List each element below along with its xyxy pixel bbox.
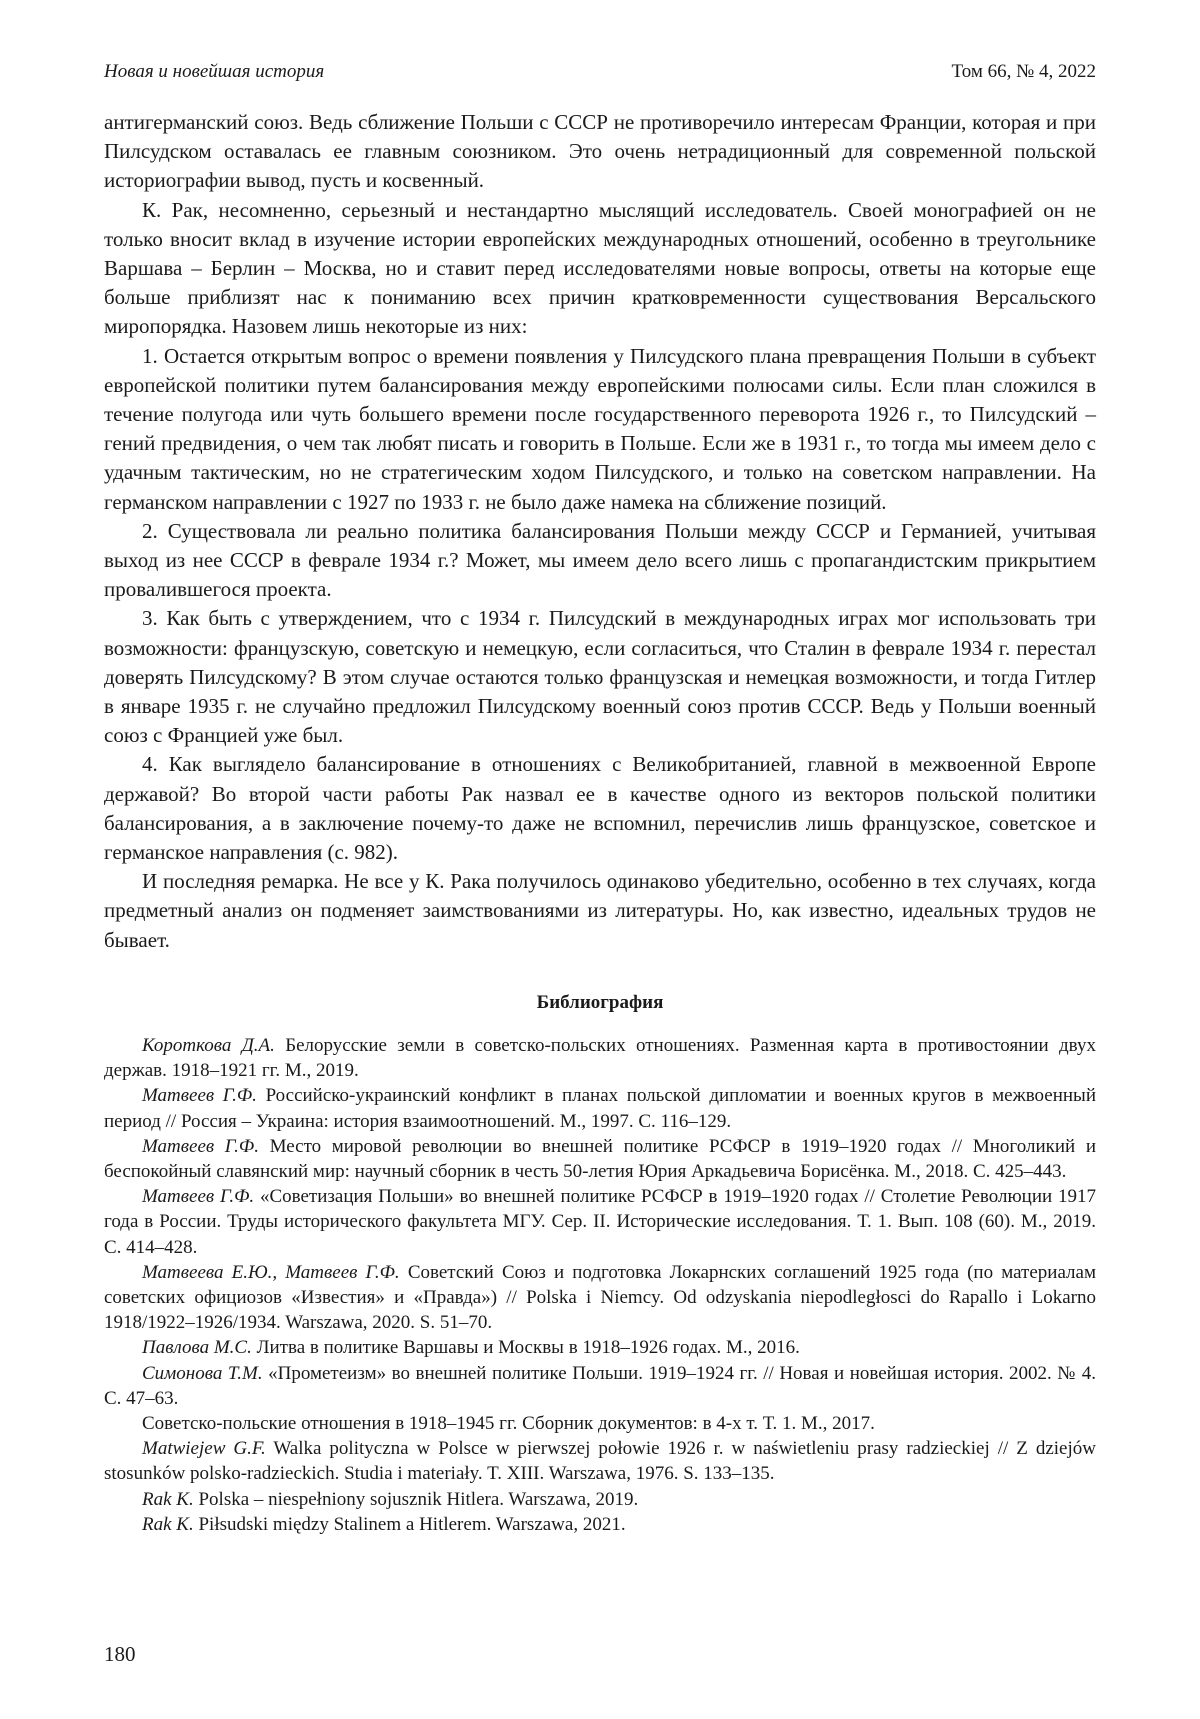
issue-info: Том 66, № 4, 2022	[951, 61, 1096, 82]
entry-author: Короткова Д.А.	[142, 1034, 275, 1056]
bibliography-entry	[104, 1083, 1096, 1133]
bibliography-entry	[104, 1033, 1096, 1083]
entry-text: Советско-польские отношения в 1918–1945 гг. Сборник документов: в 4-х т. Т. 1. М., 2017.	[142, 1412, 875, 1434]
entry-author: Матвеев Г.Ф.	[142, 1186, 255, 1208]
entry-text: Советский Союз и подготовка Локарнских соглашений 1925 года (по материалам советских официозов «Известия» и «Правда») // Polska i Niemcy. Od odzyskania niepodległosci do Rapallo i Lokarno 1918/1922–1926/1934. Warszawa, 2020. S. 51–70.	[104, 1261, 1096, 1334]
entry-text: Литва в политике Варшавы и Москвы в 1918–1926 годах. М., 2016.	[251, 1337, 800, 1359]
paragraph-final-remark: И последняя ремарка. Не все у К. Рака получилось одинаково убедительно, особенно в тех случаях, когда предметный анализ он подменяет заимствованиями из литературы. Но, как известно, идеальных трудов не бывает.	[104, 869, 1096, 952]
entry-text: «Прометеизм» во внешней политике Польши. 1919–1924 гг. // Новая и новейшая история. 2002. № 4. С. 47–63.	[104, 1362, 1096, 1409]
running-head	[104, 60, 1096, 84]
bibliography-entry	[104, 1335, 1096, 1360]
bibliography-entry	[104, 1184, 1096, 1260]
page-number: 180	[104, 1642, 136, 1666]
entry-author: Rak K.	[142, 1513, 194, 1535]
paragraph-question-1: 1. Остается открытым вопрос о времени появления у Пилсудского плана превращения Польши в субъект европейской политики путем балансирования между европейскими полюсами силы. Если план сложился в течение полугода или чуть большего времени после государственного переворота 1926 г., то Пилсудский – гений предвидения, о чем так любят писать и говорить в Польше. Если же в 1931 г., то тогда мы имеем дело с удачным тактическим, но не стратегическим ходом Пилсудского, и только на советском направлении. На германском направлении с 1927 по 1933 г. не было даже намека на сближение позиций.	[104, 343, 1096, 514]
entry-text: Российско-украинский конфликт в планах польской дипломатии и военных кругов в межвоенный период // Россия – Украина: история взаимоотношений. М., 1997. С. 116–129.	[104, 1085, 1096, 1132]
bibliography-entry	[104, 1436, 1096, 1486]
entry-author: Симонова Т.М.	[142, 1362, 263, 1384]
entry-author: Matwiejew G.F.	[142, 1438, 266, 1460]
bibliography-entry	[104, 1487, 1096, 1512]
entry-text: Белорусские земли в советско-польских отношениях. Разменная карта в противостоянии двух держав. 1918–1921 гг. М., 2019.	[104, 1034, 1096, 1082]
entry-text: Место мировой революции во внешней политике РСФСР в 1919–1920 годах // Многоликий и беспокойный славянский мир: научный сборник в честь 50-летия Юрия Аркадьевича Борисёнка. М., 2018. С. 425–443.	[104, 1135, 1096, 1182]
paragraph: К. Рак, несомненно, серьезный и нестандартно мыслящий исследователь. Своей монографией он не только вносит вклад в изучение истории европейских международных отношений, особенно в треугольнике Варшава – Берлин – Москва, но и ставит перед исследователями новые вопросы, ответы на которые еще больше приблизят нас к пониманию всех причин кратковременности существования Версальского миропорядка. Назовем лишь некоторые из них:	[104, 197, 1096, 339]
entry-text: Walka polityczna w Polsce w pierwszej połowie 1926 r. w naświetleniu prasy radzieckiej // Z dziejów stosunków polsko-radzieckich. Studia i materiały. T. XIII. Warszawa, 1976. S. 133–135.	[104, 1438, 1096, 1485]
entry-author: Матвеев Г.Ф.	[142, 1085, 257, 1107]
bibliography-entry	[104, 1411, 1096, 1436]
entry-author: Матвеева Е.Ю., Матвеев Г.Ф.	[142, 1261, 400, 1283]
paragraph-question-2: 2. Существовала ли реально политика балансирования Польши между СССР и Германией, учитывая выход из нее СССР в феврале 1934 г.? Может, мы имеем дело всего лишь с пропагандистским прикрытием провалившегося проекта.	[104, 518, 1096, 602]
page	[104, 60, 1096, 1537]
bibliography-entry	[104, 1512, 1096, 1537]
entry-author: Матвеев Г.Ф.	[142, 1135, 259, 1157]
entry-text: Polska – niespełniony sojusznik Hitlera. Warszawa, 2019.	[193, 1488, 639, 1510]
entry-author: Rak K.	[142, 1488, 194, 1510]
entry-text: «Советизация Польши» во внешней политике РСФСР в 1919–1920 годах // Столетие Революции 1917 года в России. Труды исторического факультета МГУ. Сер. II. Исторические исследования. Т. 1. Вып. 108 (60). М., 2019. С. 414–428.	[104, 1186, 1096, 1258]
bibliography-list	[104, 1033, 1096, 1537]
entry-text: Piłsudski między Stalinem a Hitlerem. Warszawa, 2021.	[193, 1513, 626, 1535]
journal-title: Новая и новейшая история	[104, 61, 325, 82]
paragraph-continued: антигерманский союз. Ведь сближение Польши с СССР не противоречило интересам Франции, которая и при Пилсудском оставалась ее главным союзником. Это очень нетрадиционный для современной польской историографии вывод, пусть и косвенный.	[104, 110, 1096, 193]
article-body	[104, 108, 1096, 955]
paragraph-question-3: 3. Как быть с утверждением, что с 1934 г. Пилсудский в международных играх мог использовать три возможности: французскую, советскую и немецкую, если согласиться, что Сталин в феврале 1934 г. перестал доверять Пилсудскому? В этом случае остаются только французская и немецкая возможности, и тогда Гитлер в январе 1935 г. не случайно предложил Пилсудскому военный союз против СССР. Ведь у Польши военный союз с Францией уже был.	[104, 606, 1096, 748]
paragraph-question-4: 4. Как выглядело балансирование в отношениях с Великобританией, главной в межвоенной Европе державой? Во второй части работы Рак назвал ее в качестве одного из векторов польской политики балансирования, а в заключение почему-то даже не вспомнил, перечислив лишь французское, советское и германское направления (с. 982).	[104, 752, 1096, 865]
bibliography-entry	[104, 1361, 1096, 1411]
bibliography-title: Библиография	[536, 991, 664, 1013]
bibliography-entry	[104, 1134, 1096, 1184]
bibliography-entry	[104, 1260, 1096, 1336]
entry-author: Павлова М.С.	[142, 1337, 252, 1359]
